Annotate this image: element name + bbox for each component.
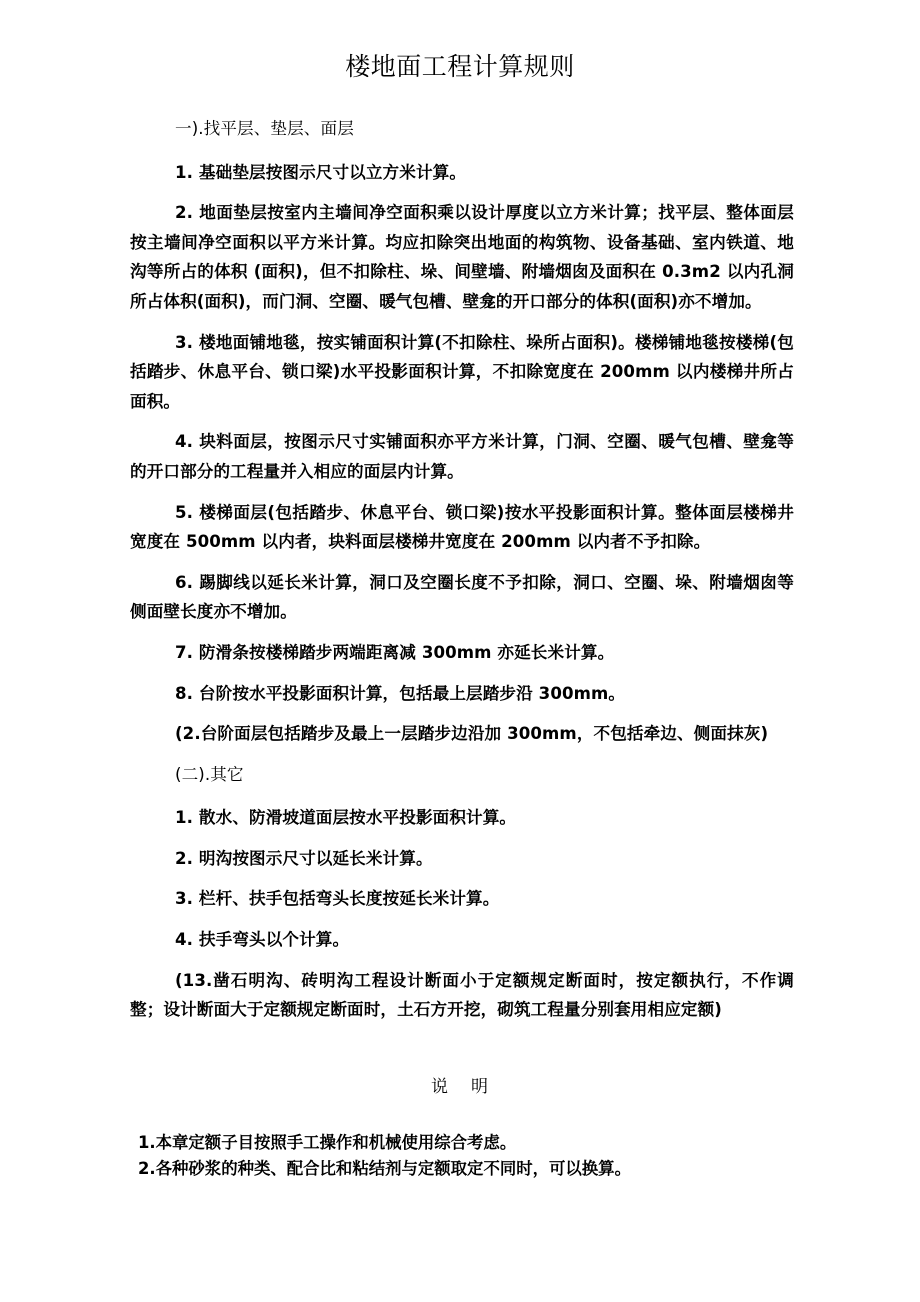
rule-item-1-4: 4. 块料面层，按图示尺寸实铺面积亦平方米计算，门洞、空圈、暖气包槽、壁龛等的开口部分的工程量并入相应的面层内计算。 <box>130 432 794 481</box>
page-title: 楼地面工程计算规则 <box>345 52 575 81</box>
rule-item-2-4: 4. 扶手弯头以个计算。 <box>175 930 350 950</box>
explanation-heading-char-2: 明 <box>471 1077 489 1097</box>
rule-item-1-7: 7. 防滑条按楼梯踏步两端距离减 300mm 亦延长米计算。 <box>175 642 615 662</box>
rule-item-1-2: 2. 地面垫层按室内主墙间净空面积乘以设计厚度以立方米计算；找平层、整体面层按主墙间净空面积以平方米计算。均应扣除突出地面的构筑物、设备基础、室内铁道、地沟等所占的体积 (面积)，但不扣除柱、垛、间壁墙、附墙烟囱及面积在 0.3m2 以内孔洞所占体积(面积)，而门洞、空圈、暖气包槽、壁龛的开口部分的体积(面积)亦不增加。 <box>130 203 794 311</box>
rule-item-1-5: 5. 楼梯面层(包括踏步、休息平台、锁口梁)按水平投影面积计算。整体面层楼梯井宽度在 500mm 以内者，块料面层楼梯井宽度在 200mm 以内者不予扣除。 <box>130 502 794 552</box>
section-heading-1: 一).找平层、垫层、面层 <box>175 119 354 138</box>
explanation-line-1: 1.本章定额子目按照手工操作和机械使用综合考虑。 <box>138 1133 517 1152</box>
rule-item-1-1: 1. 基础垫层按图示尺寸以立方米计算。 <box>175 162 467 182</box>
section-note-1: (2.台阶面层包括踏步及最上一层踏步边沿加 300mm，不包括牵边、侧面抹灰) <box>175 724 769 744</box>
document-body <box>130 114 794 1036</box>
section-heading-2: (二).其它 <box>175 764 244 784</box>
rule-item-1-3: 3. 楼地面铺地毯，按实铺面积计算(不扣除柱、垛所占面积)。楼梯铺地毯按楼梯(包括踏步、休息平台、锁口梁)水平投影面积计算，不扣除宽度在 200mm 以内楼梯井所占面积。 <box>130 332 794 411</box>
rule-item-1-6: 6. 踢脚线以延长米计算，洞口及空圈长度不予扣除，洞口、空圈、垛、附墙烟囱等侧面壁长度亦不增加。 <box>130 572 794 622</box>
rule-item-2-2: 2. 明沟按图示尺寸以延长米计算。 <box>175 848 433 868</box>
explanation-list <box>138 1130 838 1182</box>
rule-item-2-3: 3. 栏杆、扶手包括弯头长度按延长米计算。 <box>175 889 500 909</box>
explanation-heading-char-1: 说 <box>431 1077 449 1097</box>
rule-item-2-1: 1. 散水、防滑坡道面层按水平投影面积计算。 <box>175 808 517 828</box>
section-note-2: (13.凿石明沟、砖明沟工程设计断面小于定额规定断面时，按定额执行，不作调整；设计断面大于定额规定断面时，土石方开挖，砌筑工程量分别套用相应定额) <box>130 970 794 1020</box>
explanation-line-2: 2.各种砂浆的种类、配合比和粘结剂与定额取定不同时，可以换算。 <box>138 1159 631 1178</box>
explanation-heading <box>0 1072 920 1097</box>
rule-item-1-8: 8. 台阶按水平投影面积计算，包括最上层踏步沿 300mm。 <box>175 683 626 703</box>
